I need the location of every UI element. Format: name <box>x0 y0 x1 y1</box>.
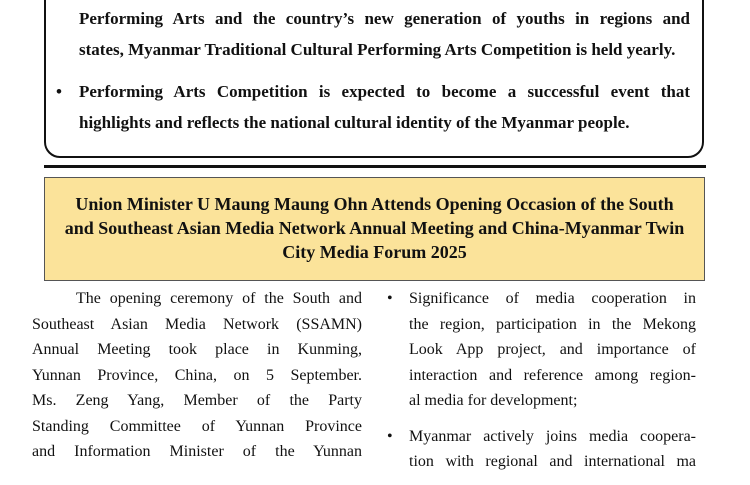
bullet-dot-icon: • <box>56 82 62 101</box>
headline-line-3: City Media Forum 2025 <box>282 242 467 262</box>
article-headline <box>44 177 705 281</box>
left-line-1: The opening ceremony of the South and <box>76 290 362 307</box>
left-line-4: Yunnan Province, China, on 5 September. <box>32 366 362 384</box>
summary-bullet-2-line-1: Performing Arts Competition is expected to become a successful event that <box>79 82 690 101</box>
left-line-5: Ms. Zeng Yang, Member of the Party <box>32 392 362 409</box>
left-line-7: and Information Minister of the Yunnan <box>32 443 362 460</box>
summary-bullet-1-line-1: Performing Arts and the country’s new generation of youths in regions and <box>79 9 690 28</box>
right-bullet-1-line-3: Look App project, and importance of <box>409 341 696 358</box>
right-bullet-1-line-1: Significance of media cooperation in <box>409 290 696 307</box>
right-bullet-1 <box>385 286 696 414</box>
headline-line-1: Union Minister U Maung Maung Ohn Attends Opening Occasion of the South <box>75 194 674 214</box>
right-bullet-2-line-2: tion with regional and international ma <box>409 453 696 470</box>
summary-bullet-2 <box>56 76 690 138</box>
summary-bullet-list <box>56 0 690 138</box>
summary-bullet-2-line-2: highlights and reflects the national cultural identity of the Myanmar people. <box>79 113 630 132</box>
right-bullet-1-line-2: the region, participation in the Mekong <box>409 315 696 333</box>
left-line-2: Southeast Asian Media Network (SSAMN) <box>32 315 362 333</box>
left-line-6: Standing Committee of Yunnan Province <box>32 417 362 435</box>
left-line-3: Annual Meeting took place in Kunming, <box>32 341 362 358</box>
article-paragraph <box>32 286 362 465</box>
article-left-column <box>32 286 362 465</box>
right-bullet-2-line-1: Myanmar actively joins media coopera- <box>409 427 696 445</box>
right-bullet-1-line-5: al media for development; <box>409 392 578 409</box>
bullet-dot-icon: • <box>387 290 393 307</box>
headline-line-2: and Southeast Asian Media Network Annual Meeting and China-Myanmar Twin <box>64 218 685 238</box>
bullet-dot-icon: • <box>387 427 393 445</box>
section-divider <box>44 165 706 168</box>
article-right-column-bullets <box>385 286 696 485</box>
summary-bullet-1-line-2: states, Myanmar Traditional Cultural Performing Arts Competition is held yearly. <box>79 40 676 59</box>
right-bullet-1-line-4: interaction and reference among region- <box>409 366 696 384</box>
right-bullet-2 <box>385 424 696 475</box>
summary-bullet-1 <box>56 3 690 65</box>
